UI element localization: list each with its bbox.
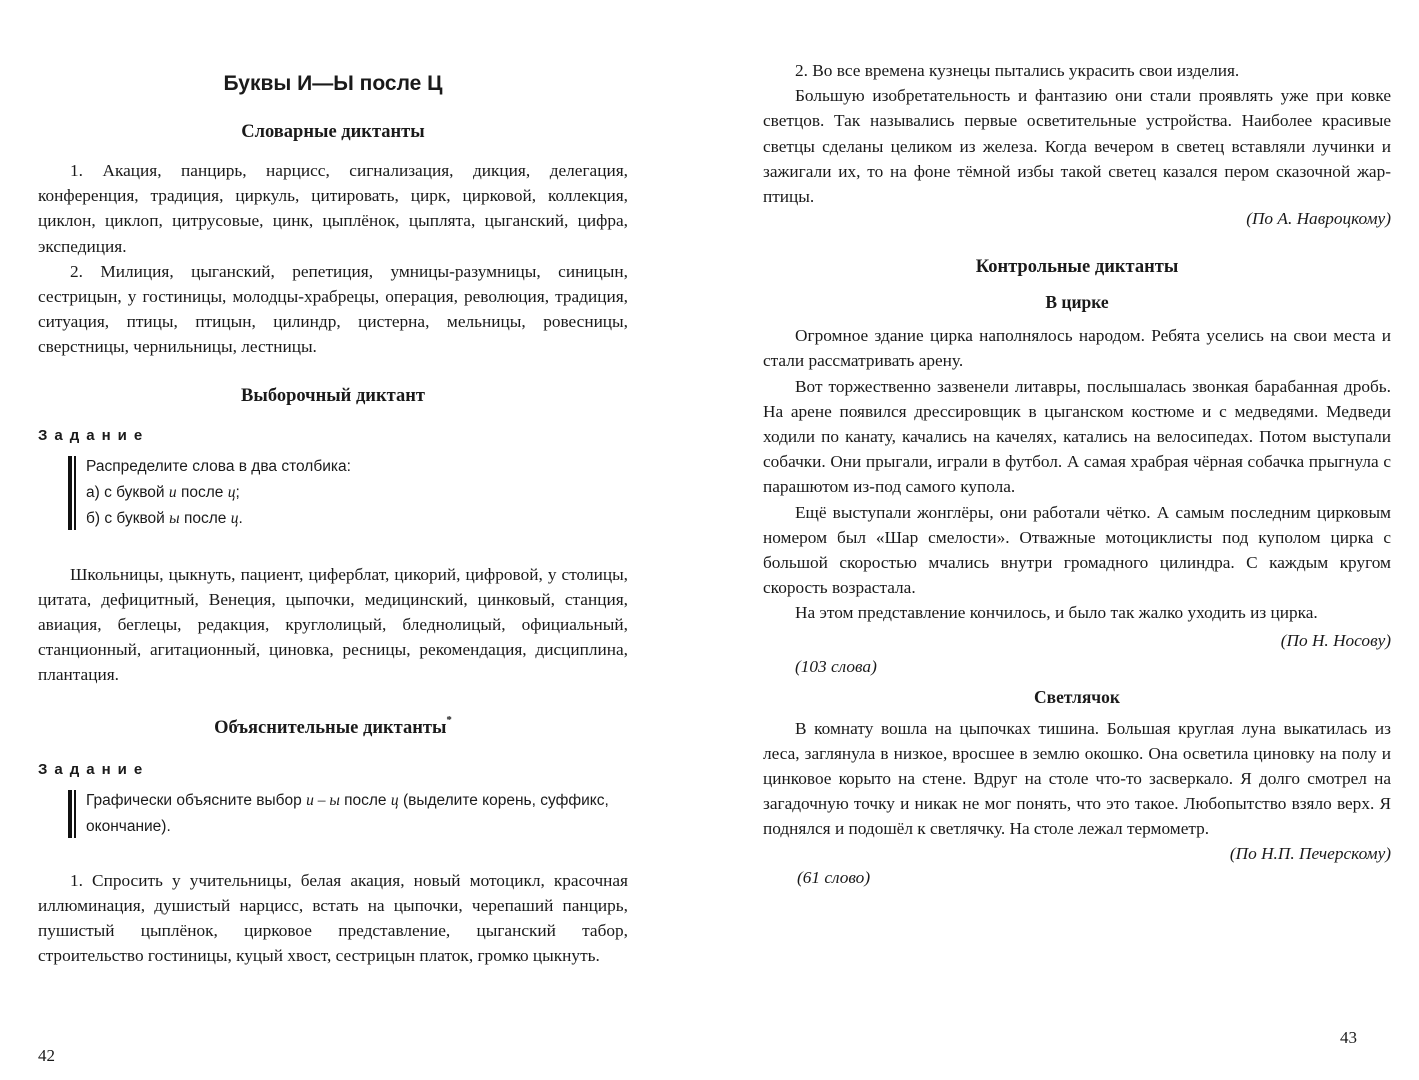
story-title-firefly: Светлячок — [1033, 686, 1120, 707]
task-line — [78, 480, 628, 506]
task-line: Распределите слова в два столбика: — [86, 457, 351, 475]
left-page — [0, 0, 690, 1080]
task-letter: ц — [227, 483, 236, 501]
task-text: после — [183, 509, 227, 527]
word-count: (61 слово) — [797, 867, 871, 887]
page-number: 43 — [1340, 1028, 1357, 1047]
task-line — [78, 788, 628, 840]
paragraph-circus-1: Огромное здание цирка наполнялось народом. Ребята уселись на свои места и стали рассматривать арену. — [763, 326, 1391, 371]
footnote-mark: * — [446, 713, 452, 726]
task-letter: ц — [390, 791, 399, 809]
task-text: . — [238, 509, 243, 527]
right-page-content — [763, 58, 1391, 888]
task-letter: ы — [169, 509, 180, 527]
story-title-circus: В цирке — [1045, 292, 1109, 313]
paragraph-explanatory: 1. Спросить у учительницы, белая акация, новый мотоцикл, красочная иллюминация, душистый нарцисс, встать на цыпочки, черепаший панцирь, пушистый цыплёнок, цирковое представление, цыганский табор, строительство гостиницы, куцый хвост, сестрицын платок, громко цыкнуть. — [38, 870, 628, 966]
task-text: Графически объясните выбор — [86, 791, 302, 809]
paragraph-circus-3: Ещё выступали жонглёры, они работали чётко. А самым последним цирковым номером был «Шар смелости». Отважные мотоциклисты под куполом цирка с большой скоростью мчались внутри громадного цилиндра. С каждым кругом скорость возрастала. — [763, 502, 1391, 598]
right-page — [730, 0, 1419, 1080]
paragraph-firefly: В комнату вошла на цыпочках тишина. Большая круглая луна выкатилась из леса, заглянула в низкое, вросшее в землю окошко. Она осветила циновку на полу и цинковое корыто на стене. Вдруг на столе что-то засверкало. Я долго смотрел на загадочную точку и никак не мог понять, что это такое. Любопытство взяло верх. Я поднялся и подошёл к светлячку. На столе лежал термометр. — [763, 718, 1391, 839]
page-title: Буквы И—Ы после Ц — [223, 72, 443, 95]
task-bar — [68, 456, 72, 530]
task-label: Задание — [38, 760, 150, 778]
task-text: а) с буквой — [86, 483, 165, 501]
task-box-selective — [38, 454, 628, 532]
section-heading-explanatory — [38, 713, 628, 739]
task-letter: ц — [230, 509, 239, 527]
section-heading-control: Контрольные диктанты — [975, 257, 1179, 278]
task-label: Задание — [38, 426, 150, 444]
word-count: (103 слова) — [795, 656, 877, 676]
task-text: (выделите корень, суффикс, окончание). — [86, 791, 609, 835]
page-number: 42 — [38, 1046, 55, 1065]
heading-text: Объяснительные диктанты — [214, 717, 447, 738]
task-text: после — [180, 483, 224, 501]
paragraph-top-1: 2. Во все времена кузнецы пытались украсить свои изделия. — [795, 61, 1240, 80]
task-bar — [68, 790, 72, 838]
task-bar — [74, 456, 76, 530]
paragraph-vocab-1: 1. Акация, панцирь, нарцисс, сигнализация, дикция, делегация, конференция, традиция, циркуль, цитировать, цирк, цирковой, коллекция, циклон, циклоп, цитрусовые, цинк, цыплёнок, цыплята, цыганский, цифра, экспедиция. — [38, 161, 628, 256]
task-text: ; — [235, 483, 240, 501]
attribution: (По А. Навроцкому) — [1246, 209, 1391, 229]
task-letter: и – ы — [306, 791, 340, 809]
attribution: (По Н. Носову) — [1280, 630, 1391, 650]
paragraph-circus-4: На этом представление кончилось, и было так жалко уходить из цирка. — [795, 603, 1318, 623]
task-box-explanatory — [38, 788, 628, 840]
task-text: после — [344, 791, 387, 809]
task-line — [78, 506, 628, 532]
paragraph-top-2: Большую изобретательность и фантазию они стали проявлять уже при ковке светцов. Так назывались первые осветительные устройства. Наиболее красивые светцы сделаны целиком из железа. Когда вечером в светец вставляли лучинки и зажигали их, то на фоне тёмной избы такой светец казался пером сказочной жар-птицы. — [763, 86, 1391, 207]
task-letter: и — [168, 483, 177, 501]
paragraph-selective: Школьницы, цыкнуть, пациент, циферблат, цикорий, цифровой, у столицы, цитата, дефицитный, Венеция, цыпочки, медицинский, цинковый, станция, авиация, беглецы, редакция, круглолицый, бледнолицый, официальный, станционный, агитационный, циновка, ресницы, рекомендация, дисциплина, плантация. — [38, 564, 628, 685]
attribution: (По Н.П. Печерскому) — [1229, 843, 1391, 863]
section-heading-selective: Выборочный диктант — [241, 385, 425, 406]
left-page-content — [38, 72, 628, 968]
paragraph-vocab-2: 2. Милиция, цыганский, репетиция, умницы-разумницы, синицын, сестрицын, у гостиницы, молодцы-храбрецы, операция, революция, традиция, ситуация, птицы, птицын, цилиндр, цистерна, мельницы, ровесницы, сверстницы, чернильницы, лестницы. — [38, 261, 628, 357]
task-text: б) с буквой — [86, 509, 165, 527]
task-bar — [74, 790, 76, 838]
section-heading-vocabulary: Словарные диктанты — [241, 122, 425, 142]
paragraph-circus-2: Вот торжественно зазвенели литавры, послышалась звонкая барабанная дробь. На арене появился дрессировщик в цыганском костюме и с медведями. Медведи ходили по канату, качались на качелях, катались на велосипедах. Потом выступали собачки. Они прыгали, играли в футбол. А самая храбрая чёрная собачка прыгнула с парашютом из-под самого купола. — [763, 376, 1391, 497]
